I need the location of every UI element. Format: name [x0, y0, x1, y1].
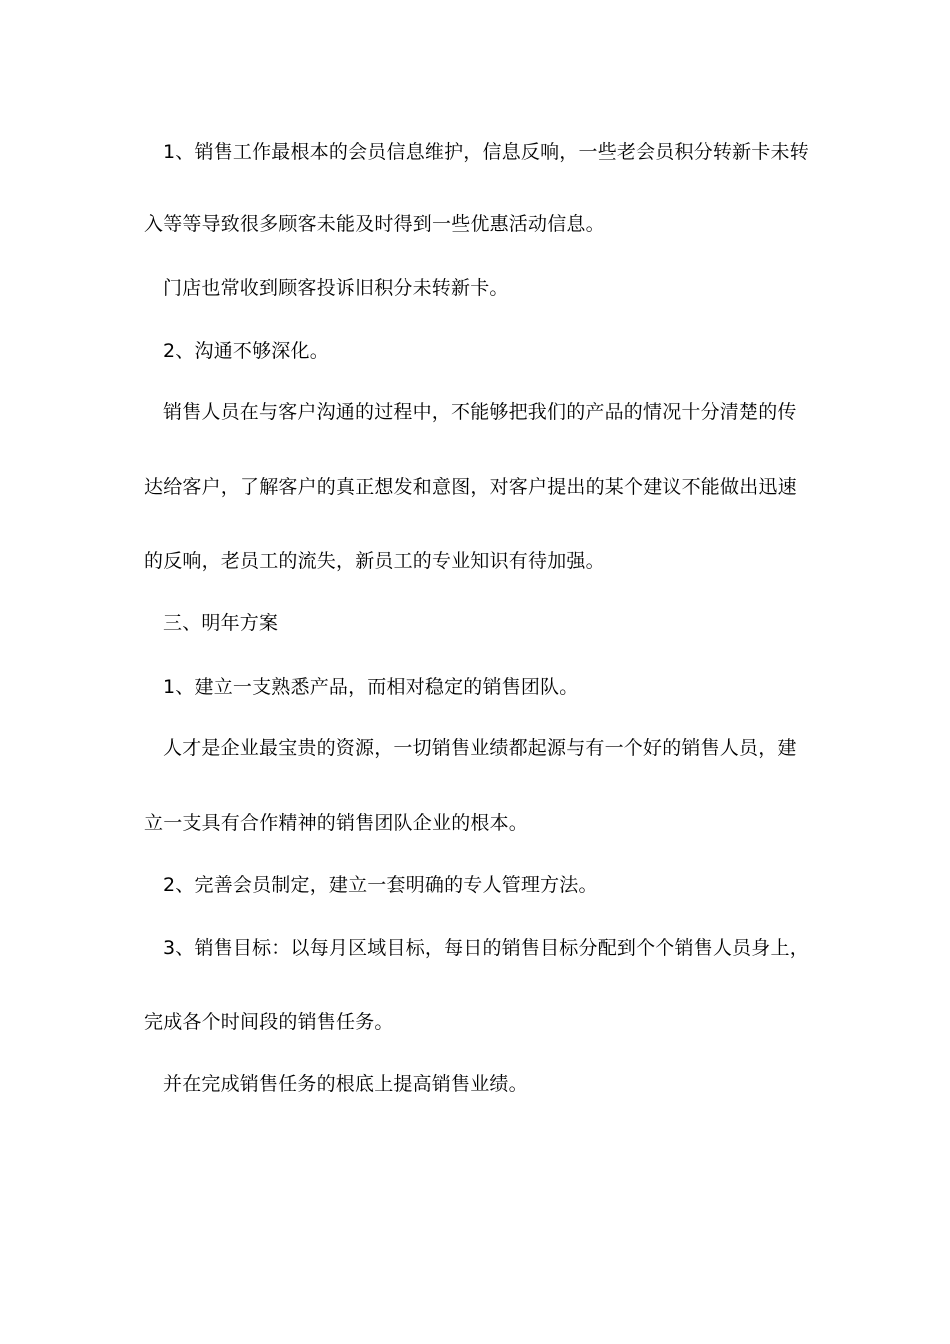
paragraph-4-line-1: 人才是企业最宝贵的资源，一切销售业绩都起源与有一个好的销售人员，建 — [163, 737, 797, 759]
paragraph-2: 门店也常收到顾客投诉旧积分未转新卡。 — [163, 277, 509, 299]
paragraph-1-line-1: 1、销售工作最根本的会员信息维护，信息反响，一些老会员积分转新卡未转 — [163, 141, 809, 163]
section-heading: 三、明年方案 — [163, 612, 279, 634]
plan-item-2: 2、完善会员制定，建立一套明确的专人管理方法。 — [163, 874, 598, 896]
paragraph-3-line-3: 的反响，老员工的流失，新员工的专业知识有待加强。 — [144, 550, 605, 572]
plan-item-3-line-2: 完成各个时间段的销售任务。 — [144, 1011, 394, 1033]
paragraph-5: 并在完成销售任务的根底上提高销售业绩。 — [163, 1073, 528, 1095]
paragraph-1-line-2: 入等等导致很多顾客未能及时得到一些优惠活动信息。 — [144, 213, 605, 235]
paragraph-4-line-2: 立一支具有合作精神的销售团队企业的根本。 — [144, 812, 529, 834]
plan-item-1: 1、建立一支熟悉产品，而相对稳定的销售团队。 — [163, 676, 579, 698]
plan-item-3-line-1: 3、销售目标：以每月区域目标，每日的销售目标分配到个个销售人员身上， — [163, 937, 809, 959]
heading-item-2: 2、沟通不够深化。 — [163, 340, 329, 362]
paragraph-3-line-1: 销售人员在与客户沟通的过程中，不能够把我们的产品的情况十分清楚的传 — [163, 401, 797, 423]
paragraph-3-line-2: 达给客户，了解客户的真正想发和意图，对客户提出的某个建议不能做出迅速 — [144, 476, 797, 498]
